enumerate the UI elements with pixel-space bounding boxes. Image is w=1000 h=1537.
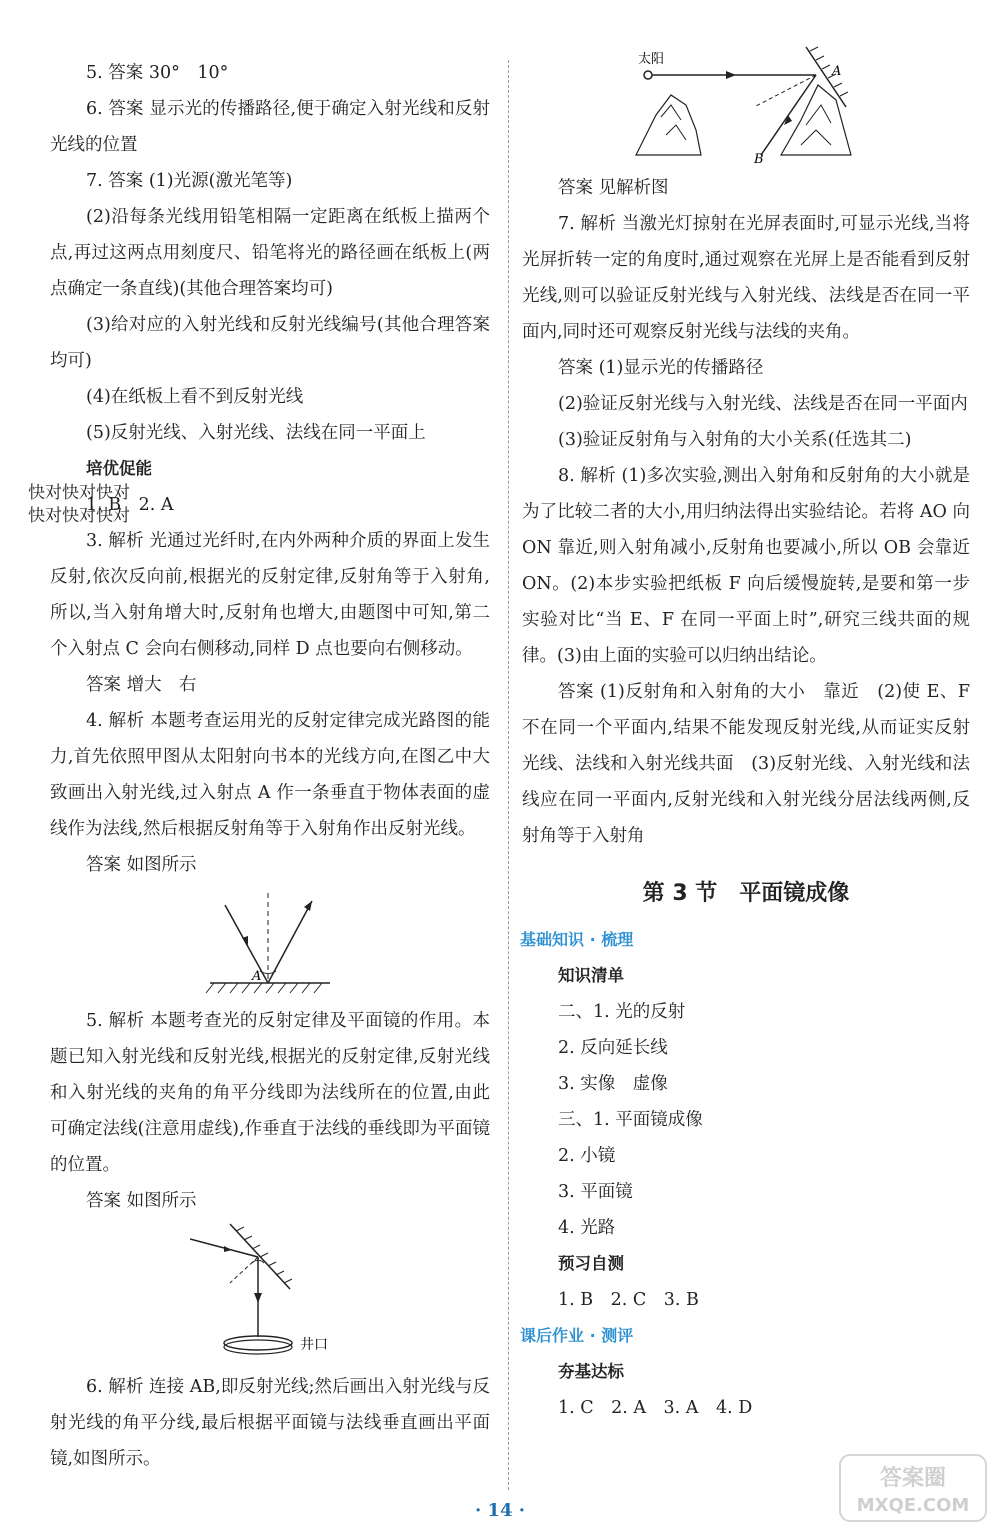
knowledge-item-7: 4. 光路: [558, 1218, 616, 1238]
point-a-label: A: [252, 969, 262, 984]
answer-7b-2: (2)验证反射光线与入射光线、法线是否在同一平面内: [558, 394, 968, 414]
analysis-4: 4. 解析 本题考查运用光的反射定律完成光路图的能力,首先依照甲图从太阳射向书本的光线方向,在图乙中大致画出入射光线,过入射点 A 作一条垂直于物体表面的虚线作为法线,然后根据反射角等于入射角作出反射光线。: [50, 711, 490, 839]
point-a: A: [832, 64, 842, 79]
answer-6: 6. 答案 显示光的传播路径,便于确定入射光线和反射光线的位置: [50, 99, 490, 155]
analysis-5: 5. 解析 本题考查光的反射定律及平面镜的作用。本题已知入射光线和反射光线,根据光的反射定律,反射光线和入射光线的夹角的角平分线即为法线所在的位置,由此可确定法线(注意用虚线),作垂直于法线的垂线即为平面镜的位置。: [50, 1011, 490, 1175]
analysis-6: 6. 解析 连接 AB,即反射光线;然后画出入射光线与反射光线的角平分线,最后根据平面镜与法线垂直画出平面镜,如图所示。: [50, 1377, 490, 1469]
preview-answers: 1. B 2. C 3. B: [558, 1290, 699, 1310]
answer-7-4: (4)在纸板上看不到反射光线: [86, 387, 304, 407]
svg-text:MXQE.COM: MXQE.COM: [856, 1495, 970, 1516]
answer-7b-1: 答案 (1)显示光的传播路径: [558, 358, 764, 378]
answer-7-2: (2)沿每条光线用铅笔相隔一定距离在纸板上描两个点,再过这两点用刻度尺、铅笔将光的路径画在纸板上(两点确定一条直线)(其他合理答案均可): [50, 207, 490, 299]
basic-answers: 1. C 2. A 3. A 4. D: [558, 1398, 753, 1418]
heading-preview-test: 预习自测: [558, 1254, 624, 1273]
knowledge-item-3: 3. 实像 虚像: [558, 1074, 668, 1094]
right-column: [520, 52, 970, 1426]
sun-mirror-diagram: [626, 45, 866, 170]
reflection-diagram: [200, 883, 340, 1003]
answer-5: 5. 答案 30° 10°: [86, 63, 229, 83]
knowledge-item-1: 二、1. 光的反射: [558, 1002, 686, 1022]
answer-8: 答案 (1)反射角和入射角的大小 靠近 (2)使 E、F 不在同一个平面内,结果不能发现反射光线,从而证实反射光线、法线和入射光线共面 (3)反射光线、入射光线和法线应在同一平面内,反射光线和入射光线分居法线两侧,反射角等于入射角: [522, 682, 970, 846]
page-number: · 14 ·: [474, 1500, 526, 1521]
heading-basic-target: 夯基达标: [558, 1362, 624, 1381]
svg-text:答案圈: 答案圈: [879, 1466, 947, 1491]
answer-7-5: (5)反射光线、入射光线、法线在同一平面上: [86, 423, 426, 443]
watermark-logo: [838, 1453, 988, 1523]
answer-5b: 答案 如图所示: [86, 1191, 197, 1211]
overlay-text-1: 快对快对快对: [28, 483, 130, 503]
left-column: [50, 55, 490, 1477]
analysis-3: 3. 解析 光通过光纤时,在内外两种介质的界面上发生反射,依次反向前,根据光的反射定律,反射角等于入射角,所以,当入射角增大时,反射角也增大,由题图中可知,第二个入射点 C 会向右侧移动,同样 D 点也要向右侧移动。: [50, 531, 490, 659]
subsection-homework: 课后作业 · 测评: [520, 1326, 634, 1345]
sun-label: 太阳: [638, 52, 665, 67]
analysis-7: 7. 解析 当激光灯掠射在光屏表面时,可显示光线,当将光屏折转一定的角度时,通过观察在光屏上是否能看到反射光线,则可以验证反射光线与入射光线、法线是否在同一平面内,同时还可观察反射光线与法线的夹角。: [522, 214, 970, 342]
analysis-8: 8. 解析 (1)多次实验,测出入射角和反射角的大小就是为了比较二者的大小,用归纳法得出实验结论。若将 AO 向 ON 靠近,则入射角减小,反射角也要减小,所以 OB 会靠近 ON。(2)本步实验把纸板 F 向后缓慢旋转,是要和第一步实验对比“当 E、F 在同一平面上时”,研究三线共面的规律。(3)由上面的实验可以归纳出结论。: [522, 466, 970, 666]
answer-see-figure: 答案 见解析图: [558, 178, 669, 198]
subsection-basic-knowledge: 基础知识 · 梳理: [520, 930, 634, 949]
overlay-text-2: 快对快对快对: [28, 506, 130, 526]
heading-knowledge-list: 知识清单: [558, 966, 624, 985]
answer-3: 答案 增大 右: [86, 675, 197, 695]
mirror-well-diagram: [190, 1219, 350, 1369]
section-title: 第 3 节 平面镜成像: [642, 881, 850, 906]
column-divider: [508, 60, 509, 1490]
heading-peiyou: 培优促能: [86, 459, 152, 478]
answer-7: 7. 答案 (1)光源(激光笔等): [86, 171, 293, 191]
knowledge-item-6: 3. 平面镜: [558, 1182, 633, 1202]
knowledge-item-4: 三、1. 平面镜成像: [558, 1110, 703, 1130]
answer-7-3: (3)给对应的入射光线和反射光线编号(其他合理答案均可): [50, 315, 490, 371]
knowledge-item-5: 2. 小镜: [558, 1146, 616, 1166]
answer-1-2: 1. B 2. A: [86, 495, 174, 515]
knowledge-item-2: 2. 反向延长线: [558, 1038, 668, 1058]
well-label: 井口: [300, 1337, 328, 1353]
answer-4: 答案 如图所示: [86, 855, 197, 875]
answer-7b-3: (3)验证反射角与入射角的大小关系(任选其二): [558, 430, 912, 450]
point-b: B: [754, 152, 764, 167]
